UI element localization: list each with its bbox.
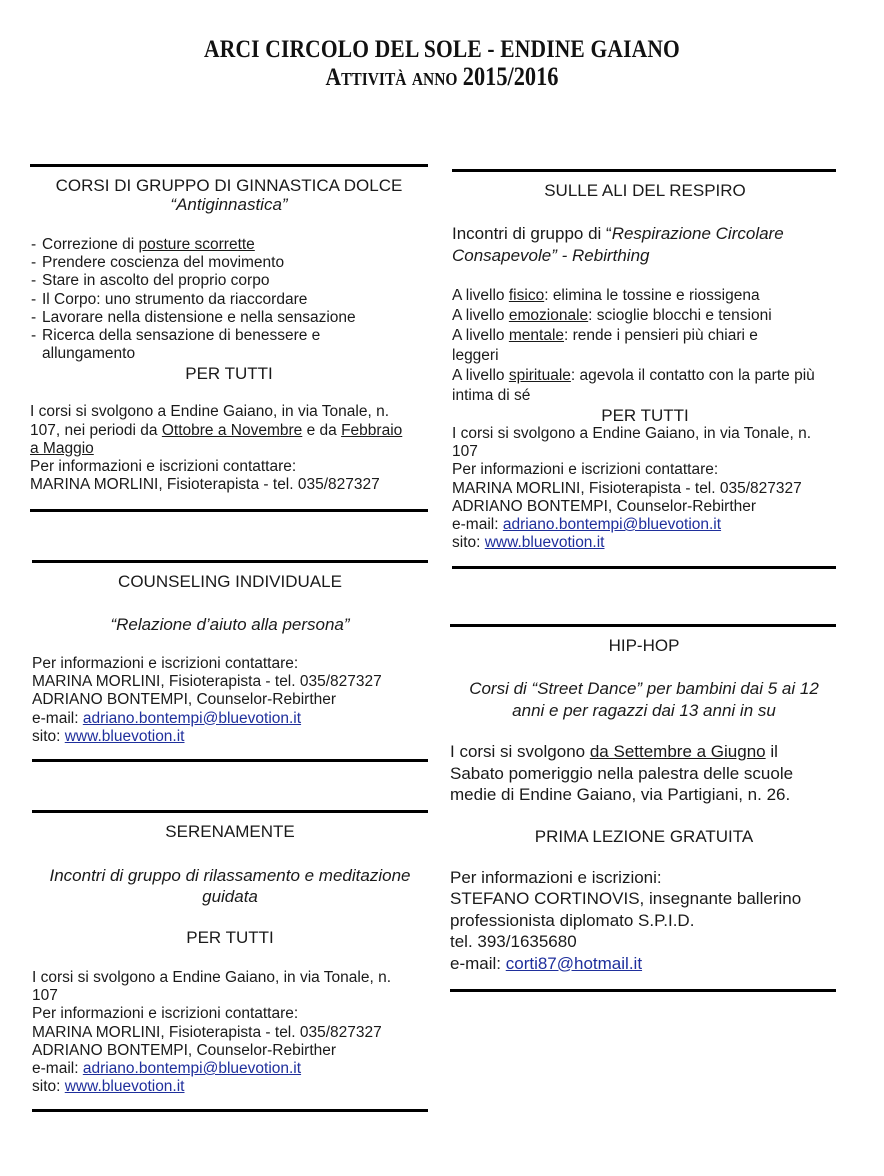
divider [450, 989, 836, 992]
divider [30, 164, 428, 167]
section-contact [450, 867, 838, 975]
section-intro: Incontri di gruppo di “Respirazione Circolare Consapevole” - Rebirthing [452, 224, 784, 265]
section-heading: COUNSELING INDIVIDUALE [118, 572, 342, 591]
section-subheading: “Antiginnastica” [170, 195, 288, 214]
section-serenamente [32, 822, 428, 1096]
subtitle-year: 2015/2016 [462, 62, 559, 91]
section-heading: SULLE ALI DEL RESPIRO [544, 181, 746, 200]
divider [30, 509, 428, 512]
audience-label: PER TUTTI [601, 406, 689, 425]
email-link[interactable]: adriano.bontempi@bluevotion.it [502, 516, 722, 534]
divider [32, 1109, 428, 1112]
levels-list [452, 286, 838, 406]
list-item: - Lavorare nella distensione e nella sensazione [30, 309, 428, 327]
level-item: A livello fisico: elimina le tossine e riossigena [452, 287, 760, 304]
contact-stefano: STEFANO CORTINOVIS, insegnante ballerino professionista diplomato S.P.I.D. [450, 889, 802, 930]
list-item: - Stare in ascolto del proprio corpo [30, 272, 428, 290]
contact-intro: Per informazioni e iscrizioni contattare: [452, 461, 719, 479]
contact-adriano: ADRIANO BONTEMPI, Counselor-Rebirther [452, 497, 757, 515]
section-heading: SERENAMENTE [165, 822, 295, 841]
audience-label: PER TUTTI [186, 928, 274, 947]
email-line: e-mail: adriano.bontempi@bluevotion.it [32, 1060, 302, 1078]
contact-marina: MARINA MORLINI, Fisioterapista - tel. 035/827327 [452, 479, 802, 497]
email-link[interactable]: adriano.bontempi@bluevotion.it [82, 1060, 302, 1078]
email-line: e-mail: corti87@hotmail.it [450, 953, 643, 973]
contact-marina: MARINA MORLINI, Fisioterapista - tel. 035/827327 [32, 1023, 382, 1041]
website-link[interactable]: www.bluevotion.it [484, 534, 605, 552]
list-item: - Prendere coscienza del movimento [30, 254, 428, 272]
section-ginnastica [30, 176, 428, 494]
divider [32, 759, 428, 762]
section-hiphop [450, 636, 838, 974]
page-title: ARCI CIRCOLO DEL SOLE - ENDINE GAIANO [204, 36, 680, 63]
contact-adriano: ADRIANO BONTEMPI, Counselor-Rebirther [32, 691, 337, 709]
contact-intro: Per informazioni e iscrizioni contattare: [30, 458, 297, 476]
list-item: - Correzione di posture scorrette [30, 236, 428, 254]
section-subheading: Incontri di gruppo di rilassamento e meditazione guidata [49, 866, 411, 906]
section-location: I corsi si svolgono a Endine Gaiano, in via Tonale, n. 107 [452, 425, 812, 461]
email-line: e-mail: adriano.bontempi@bluevotion.it [32, 709, 302, 727]
divider [450, 624, 836, 627]
contact-intro: Per informazioni e iscrizioni contattare: [32, 655, 299, 672]
email-link[interactable]: corti87@hotmail.it [505, 953, 643, 973]
list-item: - Ricerca della sensazione di benessere e allungamento [30, 327, 428, 363]
contact-marina: MARINA MORLINI, Fisioterapista - tel. 035/827327 [32, 673, 382, 691]
site-line: sito: www.bluevotion.it [32, 1078, 185, 1096]
website-link[interactable]: www.bluevotion.it [64, 1078, 185, 1096]
divider [32, 560, 428, 563]
section-counseling [32, 572, 428, 746]
divider [452, 169, 836, 172]
contact-adriano: ADRIANO BONTEMPI, Counselor-Rebirther [32, 1041, 337, 1059]
contact-phone: tel. 393/1635680 [450, 932, 577, 951]
page-subtitle [62, 62, 822, 92]
section-heading: HIP-HOP [608, 636, 680, 655]
site-line: sito: www.bluevotion.it [452, 534, 605, 552]
contact-intro: Per informazioni e iscrizioni: [450, 867, 662, 887]
audience-label: PER TUTTI [185, 364, 273, 384]
list-item: - Il Corpo: uno strumento da riaccordare [30, 291, 428, 309]
contact-marina: MARINA MORLINI, Fisioterapista - tel. 035/827327 [30, 476, 380, 494]
section-heading: CORSI DI GRUPPO DI GINNASTICA DOLCE [55, 176, 403, 195]
level-item: A livello spirituale: agevola il contatto con la parte più intima di sé [452, 367, 815, 404]
level-item: A livello mentale: rende i pensieri più chiari e leggeri [452, 327, 758, 364]
divider [452, 566, 836, 569]
section-schedule: I corsi si svolgono da Settembre a Giugno il Sabato pomeriggio nella palestra delle scuole medie di Endine Gaiano, via Partigiani, n. 26. [450, 742, 794, 804]
section-location: I corsi si svolgono a Endine Gaiano, in via Tonale, n. 107 [32, 969, 392, 1005]
email-link[interactable]: adriano.bontempi@bluevotion.it [82, 709, 302, 727]
promo-label: PRIMA LEZIONE GRATUITA [534, 826, 754, 846]
benefits-list [30, 236, 428, 363]
section-subheading: “Relazione d’aiuto alla persona” [110, 615, 350, 634]
section-respiro [452, 181, 838, 552]
level-item: A livello emozionale: scioglie blocchi e tensioni [452, 307, 772, 324]
site-line: sito: www.bluevotion.it [32, 727, 185, 745]
subtitle-prefix: Attività anno [325, 64, 458, 91]
section-info: I corsi si svolgono a Endine Gaiano, in via Tonale, n. 107, nei periodi da Ottobre a Novembre e da Febbraio a Maggio [30, 403, 403, 457]
contact-intro: Per informazioni e iscrizioni contattare: [32, 1005, 299, 1023]
email-line: e-mail: adriano.bontempi@bluevotion.it [452, 516, 722, 534]
section-subheading: Corsi di “Street Dance” per bambini dai 5 ai 12 anni e per ragazzi dai 13 anni in su [469, 679, 819, 720]
website-link[interactable]: www.bluevotion.it [64, 727, 185, 745]
divider [32, 810, 428, 813]
